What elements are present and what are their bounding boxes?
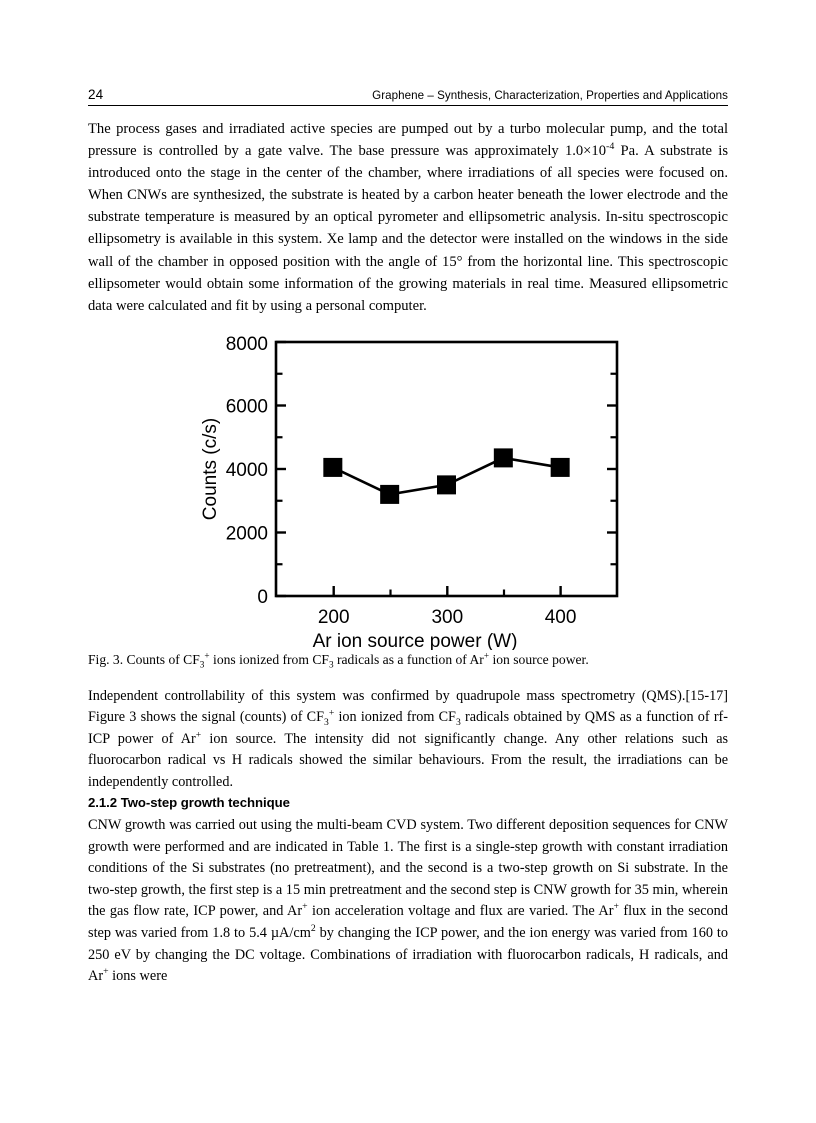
paragraph-two-step-growth: CNW growth was carried out using the multi-beam CVD system. Two different deposition sequences for CNW growth were performed and are indicated in Table 1. The first is a single-step growth with constant irradiation conditions of the Si substrates (no pretreatment), and the second is a two-step growth on Si substrate. In the two-step growth, the first step is a 15 min pretreatment and the second step is CNW growth for 35 min, wherein the gas flow rate, ICP power, and Ar+ ion acceleration voltage and flux are varied. The Ar+ flux in the second step was varied from 1.8 to 5.4 $\mu A/cm^2$ by changing the ICP power, and the ion energy was varied from 160 to 250 eV by changing the DC voltage. Combinations of irradiation with fluorocarbon radicals, H radicals, and Ar+ ions were bbox=[88, 817, 728, 985]
x-tick-labels bbox=[318, 607, 577, 628]
x-axis-title: Ar ion source power (W) bbox=[312, 631, 518, 650]
y-tick-labels bbox=[226, 334, 268, 608]
x-major-ticks bbox=[334, 586, 561, 596]
data-point bbox=[323, 458, 342, 477]
chart-svg bbox=[180, 330, 650, 650]
paragraph-qms: Independent controllability of this system was confirmed by quadrupole mass spectrometry (QMS).[15-17] Figure 3 shows the signal (counts) of $CF_3^+$ ion ionized from $CF_3$ radicals obtained by QMS as a function of rf-ICP power of Ar+ ion source. The intensity did not significantly change. Any other relations such as fluorocarbon radical vs H radicals showed the similar behaviours. From the result, the irradiations can be independently controlled. bbox=[88, 688, 729, 790]
data-point bbox=[380, 485, 399, 504]
page-number: 24 bbox=[88, 87, 104, 102]
y-major-ticks bbox=[276, 342, 286, 596]
book-title: Graphene – Synthesis, Characterization, Properties and Applications bbox=[372, 89, 728, 102]
data-point bbox=[437, 475, 456, 494]
page-header bbox=[88, 78, 728, 106]
x-tick-label-200: 200 bbox=[317, 607, 350, 628]
figure-3 bbox=[180, 330, 650, 650]
y-tick-label-8000: 8000 bbox=[225, 334, 268, 355]
data-point bbox=[551, 458, 570, 477]
y-tick-label-0: 0 bbox=[257, 587, 268, 608]
y-axis-title: Counts (c/s) bbox=[200, 417, 221, 521]
data-point bbox=[494, 448, 513, 467]
section-heading-2-1-2: 2.1.2 Two-step growth technique bbox=[88, 795, 290, 810]
y-major-ticks-right bbox=[607, 406, 617, 533]
x-tick-label-300: 300 bbox=[431, 607, 464, 628]
figure-caption: Fig. 3. Counts of $CF_3^+$ ions ionized from $CF_3$ radicals as a function of Ar+ ion source power. bbox=[88, 650, 589, 670]
x-tick-label-400: 400 bbox=[544, 607, 577, 628]
y-tick-label-2000: 2000 bbox=[225, 523, 268, 545]
paragraph-process-gases: The process gases and irradiated active species are pumped out by a turbo molecular pump, and the total pressure is controlled by a gate valve. The base pressure was approximately $1.0\times 10^{-4}$ Pa. A substrate is introduced onto the stage in the center of the chamber, where irradiations of all species were focused on. When CNWs are synthesized, the substrate is heated by a carbon heater beneath the lower electrode and the substrate temperature is measured by an optical pyrometer and ellipsometric analysis. In-situ spectroscopic ellipsometry is available in this system. Xe lamp and the detector were installed on the windows in the side wall of the chamber in opposed position with the angle of 15° from the horizontal line. This spectroscopic ellipsometer would obtain some information of the growing materials in real time. Measured ellipsometric data were calculated and fit by using a personal computer. bbox=[88, 121, 728, 314]
y-tick-label-6000: 6000 bbox=[225, 396, 268, 418]
data-markers bbox=[323, 448, 569, 504]
y-tick-label-4000: 4000 bbox=[225, 460, 268, 481]
